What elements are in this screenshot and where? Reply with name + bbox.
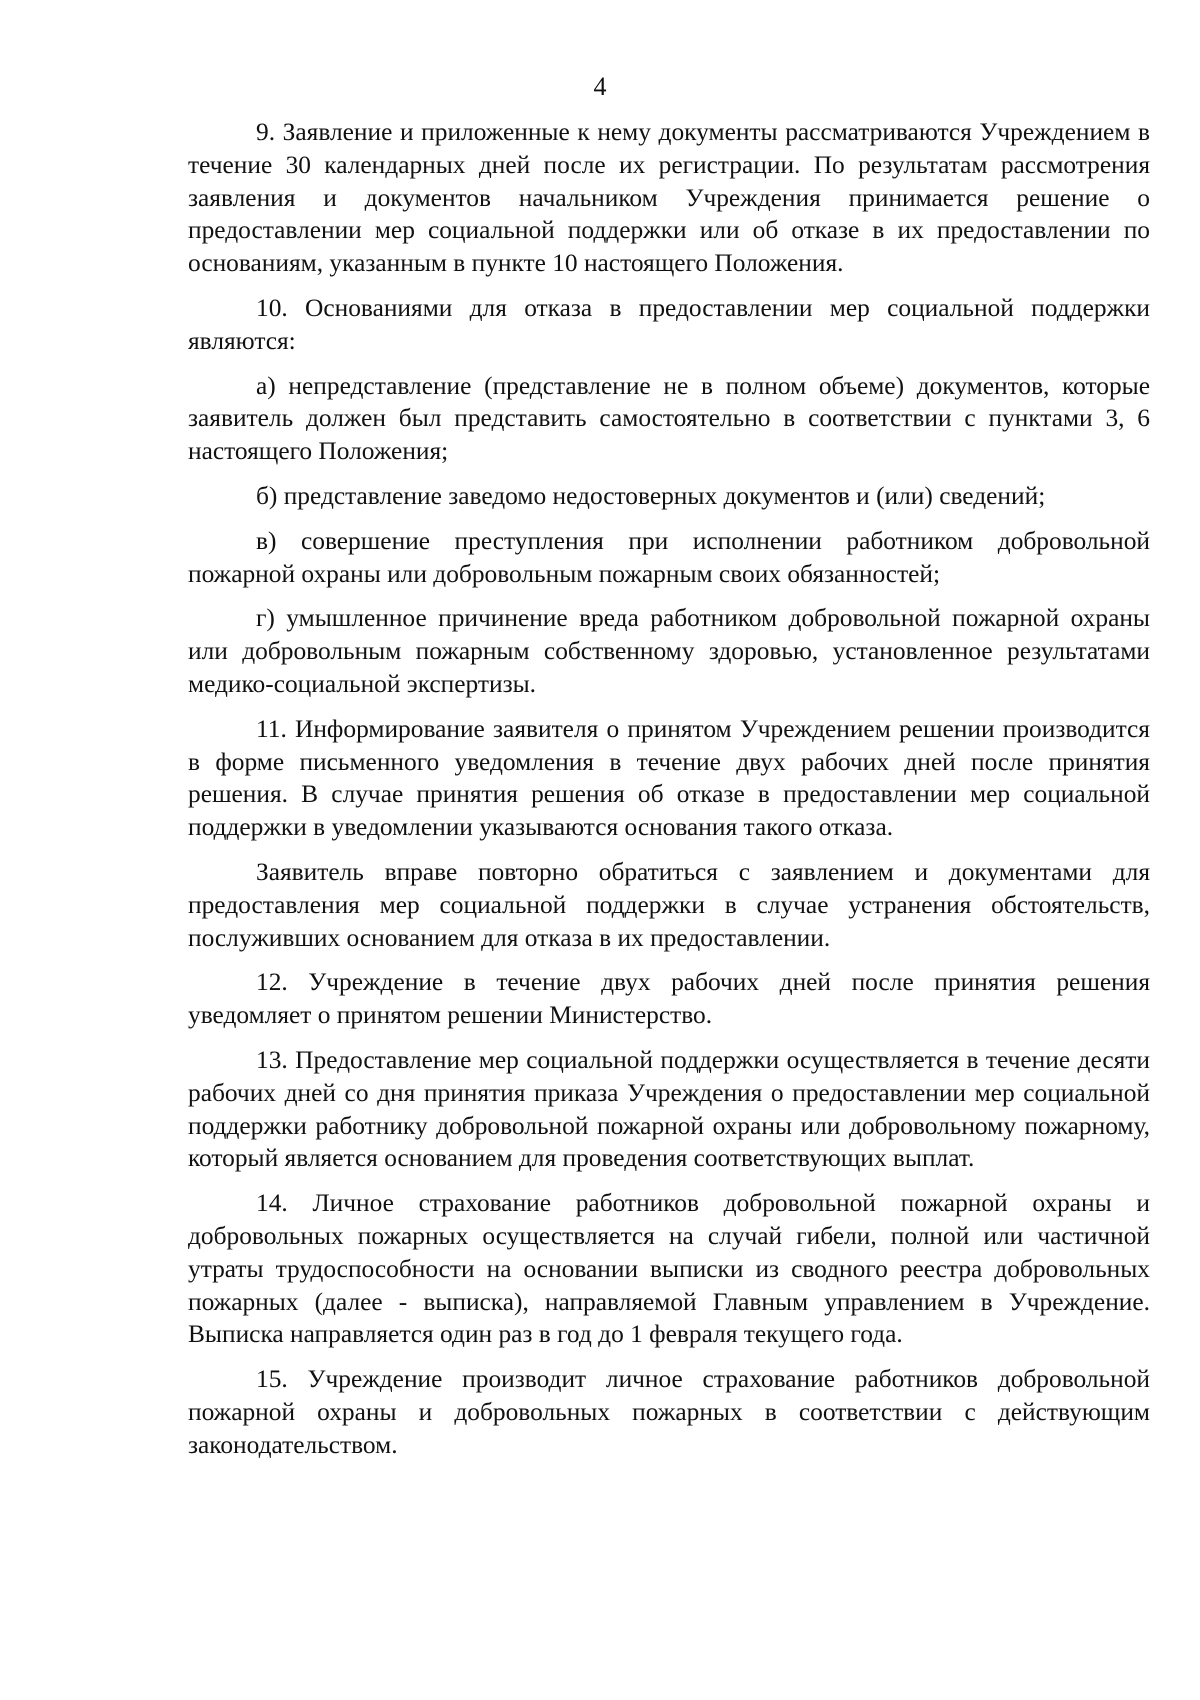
paragraph-subitem-b: б) представление заведомо недостоверных документов и (или) сведений;	[256, 481, 1046, 510]
paragraph-item-15: 15. Учреждение производит личное страхование работников добровольной пожарной охраны и добровольных пожарных в соответствии с действующим законодательством.	[188, 1365, 1150, 1459]
paragraph-item-12: 12. Учреждение в течение двух рабочих дней после принятия решения уведомляет о принятом решении Министерство.	[188, 968, 1150, 1030]
paragraph-item-11: 11. Информирование заявителя о принятом Учреждением решении производится в форме письменного уведомления в течение двух рабочих дней после принятия решения. В случае принятия решения об отказе в предоставлении мер социальной поддержки в уведомлении указываются основания такого отказа.	[188, 714, 1150, 842]
paragraph-subitem-a: а) непредставление (представление не в полном объеме) документов, которые заявитель должен был представить самостоятельно в соответствии с пунктами 3, 6 настоящего Положения;	[188, 371, 1150, 466]
document-body	[188, 116, 1150, 1473]
paragraph-item-11-continuation: Заявитель вправе повторно обратиться с заявлением и документами для предоставления мер социальной поддержки в случае устранения обстоятельств, послуживших основанием для отказа в их предоставлении.	[188, 857, 1150, 952]
paragraph-item-9: 9. Заявление и приложенные к нему документы рассматриваются Учреждением в течение 30 календарных дней после их регистрации. По результатам рассмотрения заявления и документов начальником Учреждения принимается решение о предоставлении мер социальной поддержки или об отказе в их предоставлении по основаниям, указанным в пункте 10 настоящего Положения.	[188, 118, 1150, 278]
paragraph-subitem-v: в) совершение преступления при исполнении работником добровольной пожарной охраны или добровольным пожарным своих обязанностей;	[188, 526, 1150, 588]
paragraph-item-13: 13. Предоставление мер социальной поддержки осуществляется в течение десяти рабочих дней со дня принятия приказа Учреждения о предоставлении мер социальной поддержки работнику добровольной пожарной охраны или добровольному пожарному, который является основанием для проведения соответствующих выплат.	[188, 1045, 1150, 1173]
paragraph-subitem-g: г) умышленное причинение вреда работником добровольной пожарной охраны или добровольным пожарным собственному здоровью, установленное результатами медико-социальной экспертизы.	[188, 604, 1150, 698]
paragraph-item-14: 14. Личное страхование работников добровольной пожарной охраны и добровольных пожарных осуществляется на случай гибели, полной или частичной утраты трудоспособности на основании выписки из сводного реестра добровольных пожарных (далее - выписка), направляемой Главным управлением в Учреждение. Выписка направляется один раз в год до 1 февраля текущего года.	[188, 1189, 1150, 1349]
paragraph-item-10: 10. Основаниями для отказа в предоставлении мер социальной поддержки являются:	[188, 293, 1150, 355]
page-number: 4	[593, 72, 607, 101]
